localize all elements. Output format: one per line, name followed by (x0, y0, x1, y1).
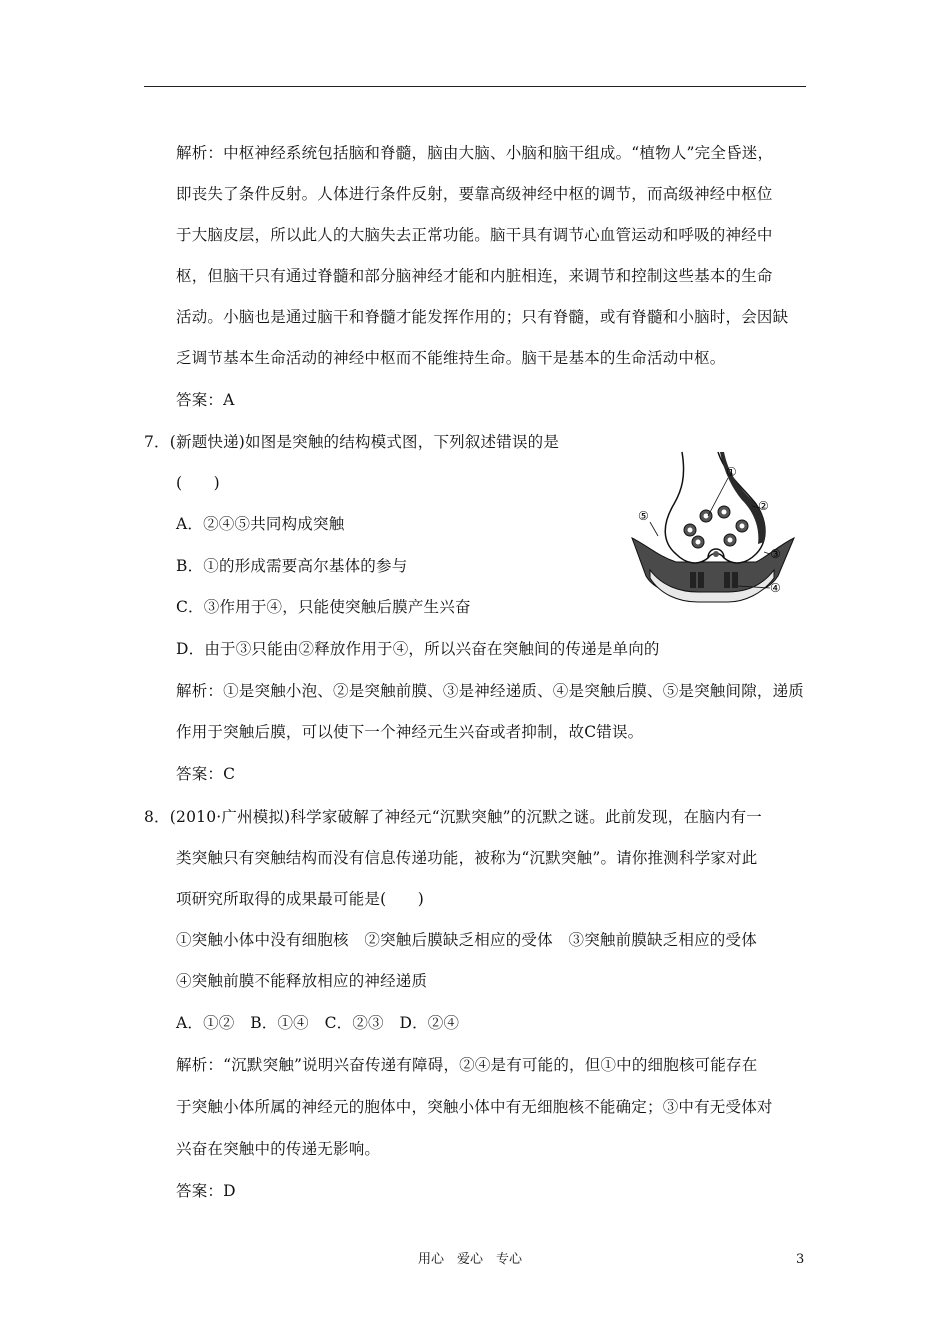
receptor (698, 572, 704, 588)
figure-label-3: ③ (770, 547, 781, 561)
q7-answer: 答案：C (176, 765, 236, 783)
q8-options: A．①② B．①④ C．②③ D．②④ (176, 1014, 460, 1032)
q8-stem-line: 项研究所取得的成果最可能是( ) (176, 890, 424, 908)
receptor (724, 572, 730, 588)
q8-statements-line: ①突触小体中没有细胞核 ②突触后膜缺乏相应的受体 ③突触前膜缺乏相应的受体 (176, 931, 757, 949)
q6-analysis-line: 即丧失了条件反射。人体进行条件反射，要靠高级神经中枢的调节，而高级神经中枢位 (176, 185, 773, 203)
q8-analysis-line: 解析：“沉默突触”说明兴奋传递有障碍，②④是有可能的，但①中的细胞核可能存在 (176, 1056, 758, 1074)
q8-stem-line: 8．(2010·广州模拟)科学家破解了神经元“沉默突触”的沉默之谜。此前发现，在脑内有一 (144, 808, 762, 826)
q6-analysis-line: 枢，但脑干只有通过脊髓和部分脑神经才能和内脏相连，来调节和控制这些基本的生命 (176, 267, 773, 285)
q8-answer: 答案：D (176, 1182, 236, 1200)
q8-statements-line: ④突触前膜不能释放相应的神经递质 (176, 972, 428, 990)
header-rule (144, 86, 806, 87)
footer-slogan: 用心 爱心 专心 (418, 1252, 523, 1267)
q6-analysis-line: 乏调节基本生命活动的神经中枢而不能维持生命。脑干是基本的生命活动中枢。 (176, 349, 726, 367)
q7-analysis-line: 作用于突触后膜，可以使下一个神经元生兴奋或者抑制，故C错误。 (176, 723, 644, 741)
figure-label-2: ② (758, 499, 769, 513)
q8-analysis-line: 于突触小体所属的神经元的胞体中，突触小体中有无细胞核不能确定；③中有无受体对 (176, 1098, 773, 1116)
q6-analysis-line: 解析：中枢神经系统包括脑和脊髓，脑由大脑、小脑和脑干组成。“植物人”完全昏迷， (176, 144, 774, 162)
q7-stem: 7．(新题快递)如图是突触的结构模式图，下列叙述错误的是 (144, 433, 560, 451)
synapse-diagram (628, 446, 800, 610)
q6-analysis-line: 于大脑皮层，所以此人的大脑失去正常功能。脑干具有调节心血管运动和呼吸的神经中 (176, 226, 773, 244)
q7-option-a: A．②④⑤共同构成突触 (176, 515, 345, 533)
q8-stem-line: 类突触只有突触结构而没有信息传递功能，被称为“沉默突触”。请你推测科学家对此 (176, 849, 758, 867)
q7-option-b: B．①的形成需要高尔基体的参与 (176, 557, 408, 575)
q7-bracket: ( ) (176, 474, 220, 492)
receptor (732, 572, 738, 588)
figure-label-5: ⑤ (638, 509, 649, 523)
q7-option-c: C．③作用于④，只能使突触后膜产生兴奋 (176, 598, 471, 616)
figure-label-4: ④ (770, 581, 781, 595)
page-number: 3 (796, 1252, 805, 1267)
q6-analysis-line: 活动。小脑也是通过脑干和脊髓才能发挥作用的；只有脊髓，或有脊髓和小脑时，会因缺 (176, 308, 789, 326)
q7-option-d: D．由于③只能由②释放作用于④，所以兴奋在突触间的传递是单向的 (176, 640, 660, 658)
q8-analysis-line: 兴奋在突触中的传递无影响。 (176, 1140, 381, 1158)
receptor (690, 572, 696, 588)
figure-label-1: ① (726, 465, 737, 479)
q7-analysis-line: 解析：①是突触小泡、②是突触前膜、③是神经递质、④是突触后膜、⑤是突触间隙，递质 (176, 682, 805, 700)
q6-answer: 答案：A (176, 391, 235, 409)
